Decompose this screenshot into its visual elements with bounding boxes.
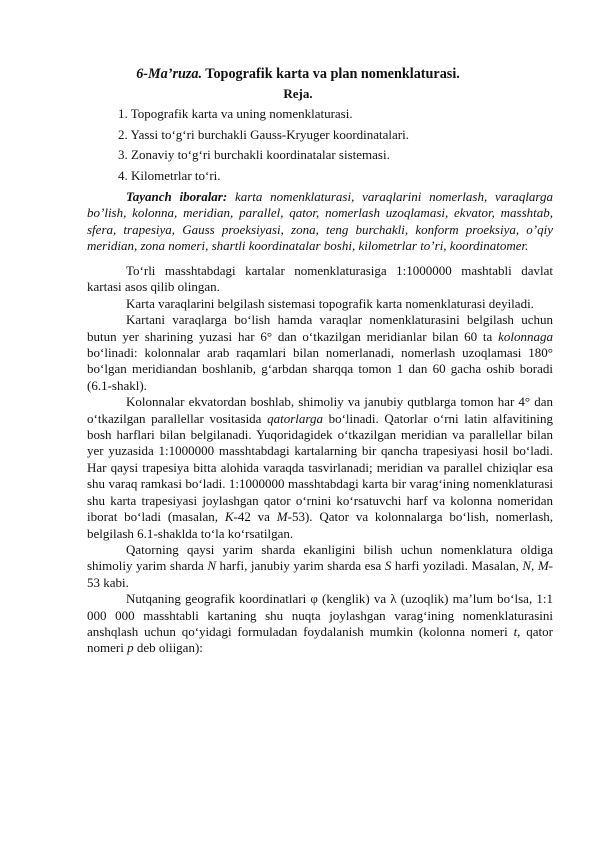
emphasis-letter: K bbox=[224, 509, 234, 525]
text-run: Qatorning qaysi yarim sharda ekanligini bilish uchun nomenklatura oldiga shimoliy yarim sharda bbox=[87, 541, 553, 574]
paragraph-3 bbox=[87, 312, 553, 394]
text-run: -42 va bbox=[233, 509, 277, 525]
emphasis-letter: S bbox=[384, 558, 392, 574]
emphasis-letter: M bbox=[276, 509, 288, 525]
text-run: deb oliigan): bbox=[133, 640, 203, 656]
text-run: -53). Qator va kolonnalarga bo‘lish, nomerlash, belgilash 6.1-shaklda to‘la ko‘rsatilgan. bbox=[87, 509, 553, 541]
paragraph-6 bbox=[87, 591, 553, 657]
emphasis-letter: p bbox=[127, 640, 134, 656]
lecture-title bbox=[0, 66, 596, 83]
paragraph-4 bbox=[87, 394, 553, 542]
text-run: Kolonnalar ekvatordan boshlab, shimoliy va janubiy qutblarga tomon har 4° dan o‘tkazilgan parallellar vositasida bbox=[87, 394, 553, 426]
keywords-block bbox=[87, 189, 553, 255]
emphasis-letter: N, M bbox=[522, 558, 549, 574]
text-run: Kartani varaqlarga bo‘lish hamda varaqlar nomenklaturasini belgilash uchun butun yer sharining yuzasi har 6° dan o‘tkazilgan meridianlar bilan 60 ta bbox=[87, 312, 553, 344]
lecture-number: 6-Ma’ruza. bbox=[136, 66, 203, 82]
plan-item: 3. Zonaviy to‘g‘ri burchakli koordinatalar sistemasi. bbox=[118, 147, 390, 163]
text-run: harfi yoziladi. Masalan, bbox=[391, 558, 523, 574]
text-run: bo‘linadi. Qatorlar o‘rni latin alfavitining bosh harflari bilan belgilanadi. Yuqoridagidek o‘tkazilgan meridian va parallellar bilan yer yuzasida 1:1000000 masshtabdagi kartalarning bir qancha trapesiyasi hosil bo‘ladi. Har qaysi trapesiya bitta alohida varaqda tasvirlanadi; meridian va parallel chiziqlar esa shu varaq ramkasi bo‘ladi. 1:1000000 masshtabdagi karta bir varag‘ining nomenklaturasi shu karta trapesiyasi joylashgan qator o‘rnini ko‘rsatuvchi harf va kolonna nomeridan iborat bo‘ladi (masalan, bbox=[87, 410, 553, 525]
text-run: -53 kabi. bbox=[87, 558, 553, 590]
text-run: harfi, janubiy yarim sharda esa bbox=[216, 558, 385, 574]
main-text bbox=[87, 263, 553, 657]
plan-list bbox=[118, 104, 409, 187]
emphasis-letter: t, bbox=[513, 623, 521, 639]
keywords-text: karta nomenklaturasi, varaqlarini nomerlash, varaqlarga bo’lish, kolonna, meridian, parallel, qator, nomerlash uzoqlamasi, ekvator, masshtab, sfera, trapesiya, Gauss proeksiyasi, zona, teng burchakli, konform proeksiya, o’qiy meridian, zona nomeri, shartli koordinatalar boshi, kilometrlar to’ri, koordinatomer. bbox=[87, 189, 554, 254]
plan-heading: Reja. bbox=[283, 86, 313, 101]
paragraph-5 bbox=[87, 542, 553, 591]
text-run: qator nomeri bbox=[87, 623, 553, 656]
plan-item: 1. Topografik karta va uning nomenklaturasi. bbox=[118, 106, 353, 121]
emphasis-qatorlarga: qatorlarga bbox=[267, 410, 323, 426]
keywords-paragraph bbox=[87, 189, 553, 255]
emphasis-kolonnaga: kolonnaga bbox=[498, 328, 553, 344]
emphasis-letter: N bbox=[207, 558, 217, 574]
paragraph-1: To‘rli masshtabdagi kartalar nomenklaturasiga 1:1000000 mashtabli davlat kartasi asos qilib olingan. bbox=[87, 263, 553, 295]
paragraph-2: Karta varaqlarini belgilash sistemasi topografik karta nomenklaturasi deyiladi. bbox=[126, 295, 534, 311]
keywords-label: Tayanch iboralar: bbox=[126, 189, 228, 204]
plan-item: 4. Kilometrlar to‘ri. bbox=[118, 168, 221, 184]
plan-item: 2. Yassi to‘g‘ri burchakli Gauss-Kryuger koordinatalari. bbox=[118, 126, 409, 142]
lecture-title-text: Topografik karta va plan nomenklaturasi. bbox=[202, 66, 460, 82]
text-run: Nutqaning geografik koordinatlari φ (kenglik) va λ (uzoqlik) ma’lum bo‘lsa, 1:1 000 000 masshtabli kartaning shu nuqta joylashgan varag‘ining nomenklaturasini anshqlash uchun qo‘yidagi formuladan foydalanish mumkin (kolonna nomeri bbox=[87, 591, 553, 639]
text-run: bo‘linadi: kolonnalar arab raqamlari bilan nomerlanadi, nomerlash uzoqlamasi 180° bo‘lgan meridiandan boshlanib, g‘arbdan sharqqa tomon 1 dan 60 gacha oshib boradi (6.1-shakl). bbox=[87, 345, 553, 393]
